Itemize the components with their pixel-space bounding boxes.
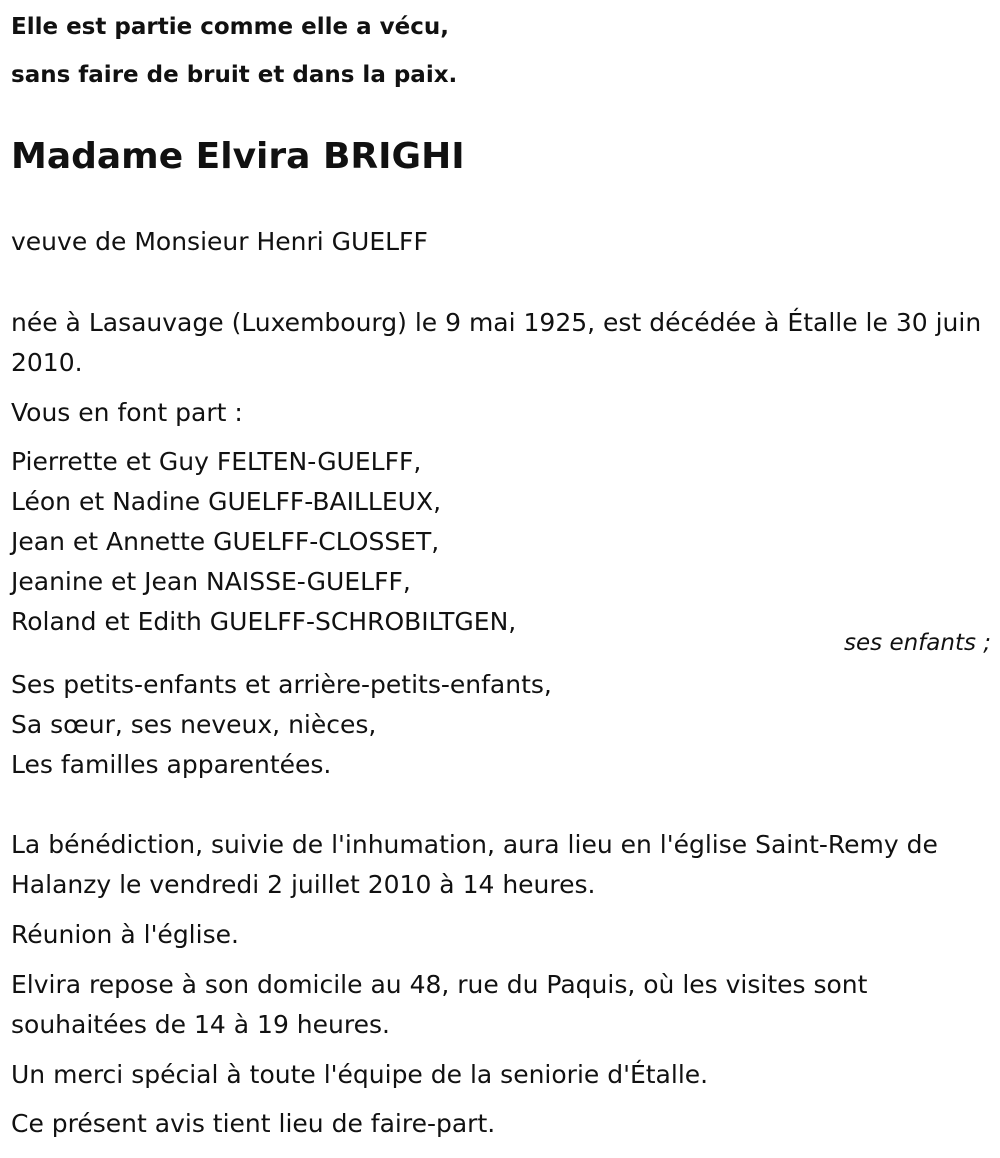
epigraph-line: Elle est partie comme elle a vécu, [11, 14, 449, 40]
notice-text: Ce présent avis tient lieu de faire-part. [11, 1109, 496, 1138]
list-item: Ses petits-enfants et arrière-petits-enfants, [11, 670, 552, 699]
thanks-text: Un merci spécial à toute l'équipe de la seniorie d'Étalle. [11, 1060, 709, 1089]
children-caption: ses enfants ; [844, 630, 991, 656]
visits-text: Elvira repose à son domicile au 48, rue du Paquis, où les visites sont souhaitées de 14 à 19 heures. [11, 970, 868, 1039]
list-item: Pierrette et Guy FELTEN-GUELFF, [11, 447, 422, 476]
list-item: Jean et Annette GUELFF-CLOSSET, [11, 527, 440, 556]
list-item: Léon et Nadine GUELFF-BAILLEUX, [11, 487, 442, 516]
epigraph-line: sans faire de bruit et dans la paix. [11, 62, 458, 88]
ceremony-text: La bénédiction, suivie de l'inhumation, aura lieu en l'église Saint-Remy de Halanzy le vendredi 2 juillet 2010 à 14 heures. [11, 830, 938, 899]
children-list [11, 442, 986, 642]
announcement-intro: Vous en font part : [11, 398, 243, 427]
meeting-text: Réunion à l'église. [11, 920, 239, 949]
deceased-name: Madame Elvira BRIGHI [11, 136, 465, 177]
widow-of-text: veuve de Monsieur Henri GUELFF [11, 227, 428, 256]
list-item: Les familles apparentées. [11, 750, 332, 779]
epigraph [11, 0, 991, 99]
birth-death-text: née à Lasauvage (Luxembourg) le 9 mai 1925, est décédée à Étalle le 30 juin 2010. [11, 308, 982, 377]
list-item: Sa sœur, ses neveux, nièces, [11, 710, 377, 739]
list-item: Roland et Edith GUELFF-SCHROBILTGEN, [11, 607, 517, 636]
list-item: Jeanine et Jean NAISSE-GUELFF, [11, 567, 411, 596]
obituary-notice [11, 0, 991, 1138]
relatives-list [11, 665, 986, 785]
